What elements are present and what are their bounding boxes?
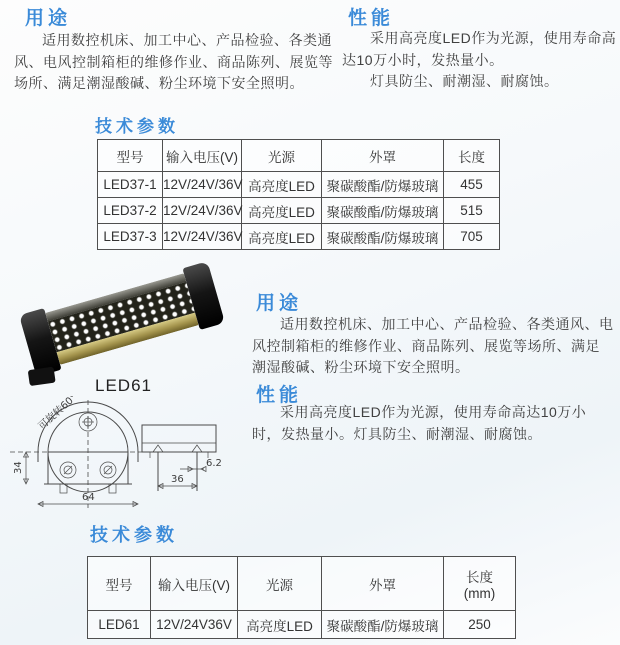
table-row — [98, 198, 500, 224]
performance-heading-top: 性能 — [348, 8, 395, 29]
cell-model: LED61 — [88, 611, 151, 639]
usage-heading-mid: 用途 — [256, 293, 303, 314]
dimension-drawing-svg — [8, 396, 243, 536]
cell-cover: 聚碳酸酯/防爆玻璃 — [322, 198, 444, 224]
performance-body-top — [342, 28, 618, 93]
col-header-length: 长度 — [444, 140, 500, 172]
product-photo — [16, 268, 231, 372]
cell-length: 455 — [444, 172, 500, 198]
performance-body-mid: 采用高亮度LED作为光源，使用寿命高达10万小时，发热量小。灯具防尘、耐潮湿、耐腐蚀。 — [252, 404, 587, 442]
col-header-cover: 外罩 — [322, 557, 444, 611]
lamp-tube — [45, 273, 198, 365]
cell-voltage: 12V/24V36V — [151, 611, 238, 639]
cell-source: 高亮度LED — [242, 224, 322, 250]
usage-heading-top: 用途 — [25, 8, 72, 29]
dim-height-label: 34 — [13, 461, 24, 474]
col-header-source: 光源 — [238, 557, 322, 611]
product-label: LED61 — [95, 376, 152, 395]
col-header-voltage: 输入电压(V) — [151, 557, 238, 611]
cell-source: 高亮度LED — [242, 198, 322, 224]
cell-length: 705 — [444, 224, 500, 250]
table-row — [88, 611, 516, 639]
cell-voltage: 12V/24V/36V — [163, 198, 242, 224]
usage-body-top: 适用数控机床、加工中心、产品检验、各类通风、电风控制箱柜的维修作业、商品陈列、展览等场所、满足潮湿酸碱、粉尘环境下安全照明。 — [14, 32, 333, 92]
dim-width-label: 64 — [82, 492, 95, 503]
cell-cover: 聚碳酸酯/防爆玻璃 — [322, 172, 444, 198]
tech-params-heading-2: 技术参数 — [90, 525, 178, 545]
usage-body-mid: 适用数控机床、加工中心、产品检验、各类通风、电风控制箱柜的维修作业、商品陈列、展览等场所、满足潮湿酸碱、粉尘环境下安全照明。 — [252, 316, 614, 376]
cell-source: 高亮度LED — [242, 172, 322, 198]
cell-model: LED37-2 — [98, 198, 163, 224]
cell-source: 高亮度LED — [238, 611, 322, 639]
cell-voltage: 12V/24V/36V — [163, 172, 242, 198]
table-row — [98, 172, 500, 198]
col-header-voltage: 输入电压(V) — [163, 140, 242, 172]
sideview-body — [142, 425, 216, 452]
pin-head-right — [192, 445, 202, 452]
table-row — [98, 224, 500, 250]
col-header-cover: 外罩 — [322, 140, 444, 172]
dim-pin-spacing-label: 36 — [171, 474, 184, 485]
cell-cover: 聚碳酸酯/防爆玻璃 — [322, 224, 444, 250]
performance-heading-mid: 性能 — [256, 385, 303, 406]
col-header-source: 光源 — [242, 140, 322, 172]
table-header-row — [88, 557, 516, 611]
col-header-length — [444, 557, 516, 611]
dim-pin-dia-label: 6.2 — [206, 458, 222, 469]
dimension-drawing — [8, 396, 243, 536]
col-header-model: 型号 — [88, 557, 151, 611]
cell-model: LED37-3 — [98, 224, 163, 250]
cell-length: 250 — [444, 611, 516, 639]
cell-voltage: 12V/24V/36V — [163, 224, 242, 250]
col-header-model: 型号 — [98, 140, 163, 172]
cell-model: LED37-1 — [98, 172, 163, 198]
spec-table-led37 — [97, 139, 500, 250]
performance-line-1: 采用高亮度LED作为光源，使用寿命高达10万小时，发热量小。 — [342, 30, 617, 68]
led-lamp-image — [19, 262, 224, 376]
cell-cover: 聚碳酸酯/防爆玻璃 — [322, 611, 444, 639]
pin-head-left — [153, 445, 163, 452]
table-header-row — [98, 140, 500, 172]
spec-table-led61 — [87, 556, 516, 639]
tech-params-heading-1: 技术参数 — [95, 117, 179, 136]
length-unit: (mm) — [463, 586, 496, 601]
cell-length: 515 — [444, 198, 500, 224]
performance-line-2: 灯具防尘、耐潮湿、耐腐蚀。 — [370, 73, 559, 90]
length-label: 长度 — [466, 570, 493, 585]
rotate-range-label: 可旋转60° — [36, 396, 80, 433]
